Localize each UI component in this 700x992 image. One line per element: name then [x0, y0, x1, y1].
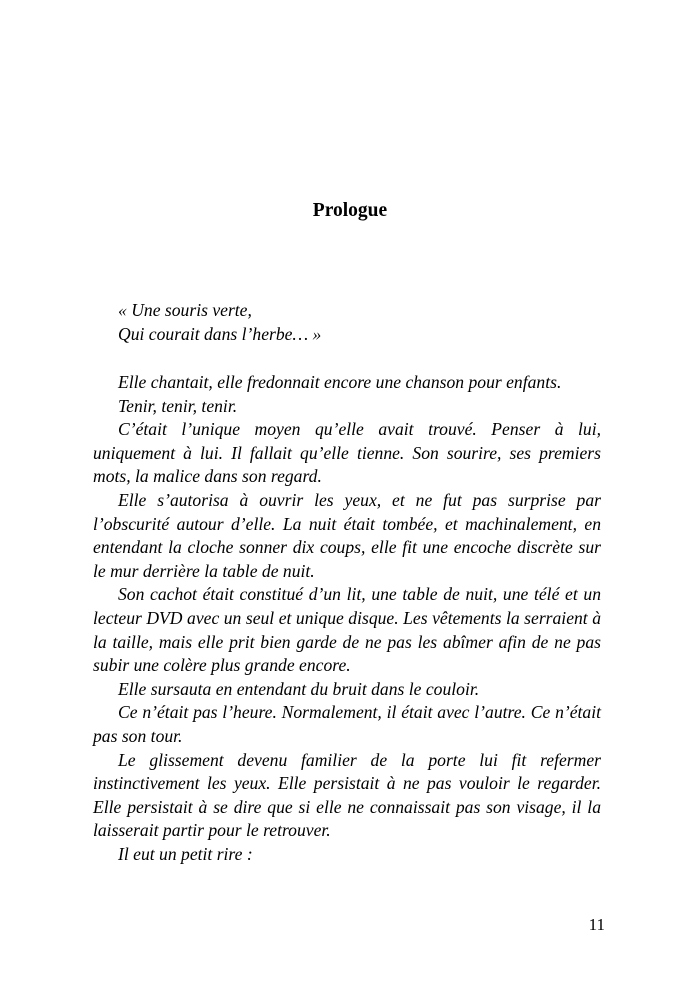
- page-number: 11: [588, 915, 605, 934]
- paragraph: Il eut un petit rire :: [118, 843, 253, 864]
- paragraph: Le glissement devenu familier de la porte lui fit refermer instinctivement les yeux. Elle persistait à ne pas vouloir le regarder. Elle persistait à se dire que si elle ne connaissait pas son visage, il la laisserait partir pour le retrouver.: [93, 749, 601, 841]
- paragraph: Ce n’était pas l’heure. Normalement, il était avec l’autre. Ce n’était pas son tour.: [93, 702, 601, 746]
- paragraph: Tenir, tenir, tenir.: [118, 395, 238, 416]
- paragraph: Elle s’autorisa à ouvrir les yeux, et ne fut pas surprise par l’obscurité autour d’elle. La nuit était tombée, et machinalement, en entendant la cloche sonner dix coups, elle fit une encoche discrète sur le mur derrière la table de nuit.: [93, 489, 601, 581]
- epigraph-line: « Une souris verte,: [118, 300, 252, 320]
- epigraph-line: Qui courait dans l’herbe… »: [118, 323, 322, 344]
- paragraph: C’était l’unique moyen qu’elle avait trouvé. Penser à lui, uniquement à lui. Il fallait qu’elle tienne. Son sourire, ses premiers mots, la malice dans son regard.: [93, 419, 601, 487]
- epigraph: [93, 299, 601, 346]
- paragraph: Elle chantait, elle fredonnait encore une chanson pour enfants.: [118, 372, 562, 392]
- paragraph: Son cachot était constitué d’un lit, une table de nuit, une télé et un lecteur DVD avec un seul et unique disque. Les vêtements la serraient à la taille, mais elle prit bien garde de ne pas les abîmer afin de ne pas subir une colère plus grande encore.: [93, 584, 601, 676]
- chapter-body: [93, 371, 601, 866]
- chapter-title: Prologue: [312, 200, 388, 221]
- paragraph: Elle sursauta en entendant du bruit dans le couloir.: [118, 678, 480, 699]
